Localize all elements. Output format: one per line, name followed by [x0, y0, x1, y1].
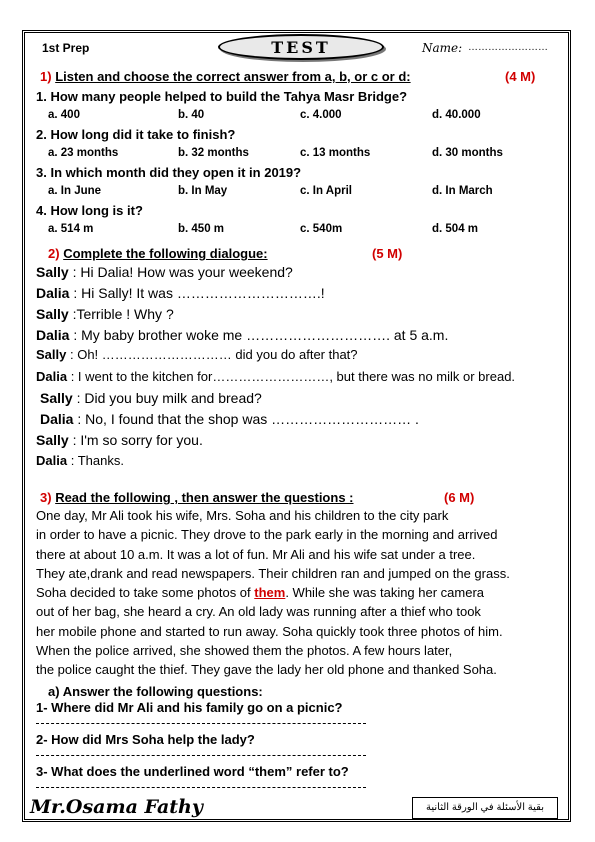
name-field[interactable]: ……………………	[468, 42, 548, 53]
option-a[interactable]: a. In June	[48, 185, 102, 197]
dialogue-text: :Terrible ! Why ?	[72, 306, 174, 322]
dialogue-text: : Oh! ………………………… did you do after that?	[69, 347, 358, 362]
listening-question-3: 3. In which month did they open it in 2019?	[36, 165, 302, 180]
dialogue-line	[40, 411, 419, 427]
option-a[interactable]: a. 514 m	[48, 223, 94, 235]
grade-label: 1st Prep	[42, 41, 90, 55]
dialogue-line	[40, 390, 262, 406]
dialogue-text: : My baby brother woke me …………………………. at 5 a.m.	[73, 327, 449, 343]
dialogue-text: : I'm so sorry for you.	[72, 432, 203, 448]
reading-question-2: 2- How did Mrs Soha help the lady?	[36, 732, 255, 747]
section1-number: 1)	[40, 69, 52, 84]
passage-line: her mobile phone and started to run away. Soha quickly took three photos of him.	[36, 623, 503, 639]
dialogue-text: : No, I found that the shop was ………………………… .	[77, 411, 419, 427]
option-c[interactable]: c. In April	[300, 185, 352, 197]
dialogue-line	[36, 453, 124, 468]
dialogue-text: : Did you buy milk and bread?	[76, 390, 262, 406]
dialogue-line	[36, 432, 203, 448]
speaker-name: Dalia	[36, 285, 70, 301]
passage-line: When the police arrived, she showed them the photos. A few hours later,	[36, 643, 453, 659]
passage-text: Soha decided to take some photos of	[36, 585, 255, 601]
reading-question-3: 3- What does the underlined word “them” refer to?	[36, 764, 349, 779]
passage-line: in order to have a picnic. They drove to the park early in the morning and arrived	[36, 527, 498, 543]
option-d[interactable]: d. 40.000	[432, 109, 481, 121]
dialogue-text: : Hi Sally! It was ………………………….!	[73, 285, 325, 301]
dialogue-text: : Thanks.	[70, 453, 124, 468]
speaker-name: Sally	[36, 347, 67, 362]
dialogue-line	[36, 306, 174, 322]
section3-title: Read the following , then answer the questions :	[55, 490, 354, 505]
section1-title: Listen and choose the correct answer from a, b, or c or d:	[55, 69, 411, 84]
speaker-name: Dalia	[36, 369, 68, 384]
speaker-name: Dalia	[36, 453, 68, 468]
passage-line: there at about 10 a.m. It was a lot of fun. Mr Ali and his wife sat under a tree.	[36, 546, 476, 562]
speaker-name: Sally	[36, 432, 69, 448]
dialogue-line	[36, 369, 515, 384]
answer-line-1[interactable]	[36, 723, 366, 724]
answer-line-2[interactable]	[36, 755, 366, 756]
section2-heading	[48, 246, 268, 261]
dialogue-line	[36, 327, 448, 343]
name-label: Name:	[422, 41, 463, 55]
section3-heading	[40, 490, 354, 505]
option-c[interactable]: c. 540m	[300, 223, 343, 235]
continued-note: بقية الأسئلة في الورقة الثانية	[412, 797, 558, 819]
option-d[interactable]: d. 30 months	[432, 147, 503, 159]
option-d[interactable]: d. 504 m	[432, 223, 479, 235]
speaker-name: Dalia	[40, 411, 74, 427]
speaker-name: Sally	[36, 264, 69, 280]
answer-subheading: a) Answer the following questions:	[48, 684, 263, 699]
dialogue-line	[36, 347, 358, 362]
section1-marks: (4 M)	[505, 69, 536, 84]
option-b[interactable]: b. In May	[178, 185, 228, 197]
passage-line: They ate,drank and read newspapers. Their children ran and jumped on the grass.	[36, 565, 510, 581]
passage-line: the police caught the thief. They gave the lady her old phone and thanked Soha.	[36, 662, 497, 678]
listening-question-2: 2. How long did it take to finish?	[36, 127, 236, 142]
section2-number: 2)	[48, 246, 60, 261]
passage-line: One day, Mr Ali took his wife, Mrs. Soha and his children to the city park	[36, 508, 449, 523]
reading-question-1: 1- Where did Mr Ali and his family go on a picnic?	[36, 700, 343, 715]
option-b[interactable]: b. 40	[178, 109, 205, 121]
dialogue-line	[36, 285, 325, 301]
passage-text: . While she was taking her camera	[285, 585, 485, 601]
section2-marks: (5 M)	[372, 246, 403, 261]
dialogue-line	[36, 264, 293, 280]
option-d[interactable]: d. In March	[432, 185, 493, 197]
option-c[interactable]: c. 13 months	[300, 147, 371, 159]
dialogue-text: : I went to the kitchen for………………………, but there was no milk or bread.	[70, 369, 516, 384]
answer-line-3[interactable]	[36, 787, 366, 788]
option-c[interactable]: c. 4.000	[300, 109, 342, 121]
section2-title: Complete the following dialogue:	[63, 246, 268, 261]
listening-question-4: 4. How long is it?	[36, 203, 143, 218]
test-title: TEST	[271, 38, 331, 57]
speaker-name: Sally	[40, 390, 73, 406]
speaker-name: Sally	[36, 306, 69, 322]
section3-number: 3)	[40, 490, 52, 505]
underlined-word: them	[254, 585, 286, 601]
teacher-signature: Mr.Osama Fathy	[30, 796, 203, 818]
dialogue-text: : Hi Dalia! How was your weekend?	[72, 264, 293, 280]
section3-marks: (6 M)	[444, 490, 475, 505]
option-a[interactable]: a. 400	[48, 109, 80, 121]
option-b[interactable]: b. 32 months	[178, 147, 249, 159]
option-a[interactable]: a. 23 months	[48, 147, 119, 159]
passage-line	[36, 583, 568, 602]
reading-passage	[36, 506, 568, 680]
option-b[interactable]: b. 450 m	[178, 223, 225, 235]
listening-question-1: 1. How many people helped to build the Tahya Masr Bridge?	[36, 89, 408, 104]
test-title-badge	[218, 34, 384, 60]
speaker-name: Dalia	[36, 327, 70, 343]
section1-heading	[40, 69, 411, 84]
passage-line: out of her bag, she heard a cry. An old lady was running after a thief who took	[36, 604, 481, 620]
